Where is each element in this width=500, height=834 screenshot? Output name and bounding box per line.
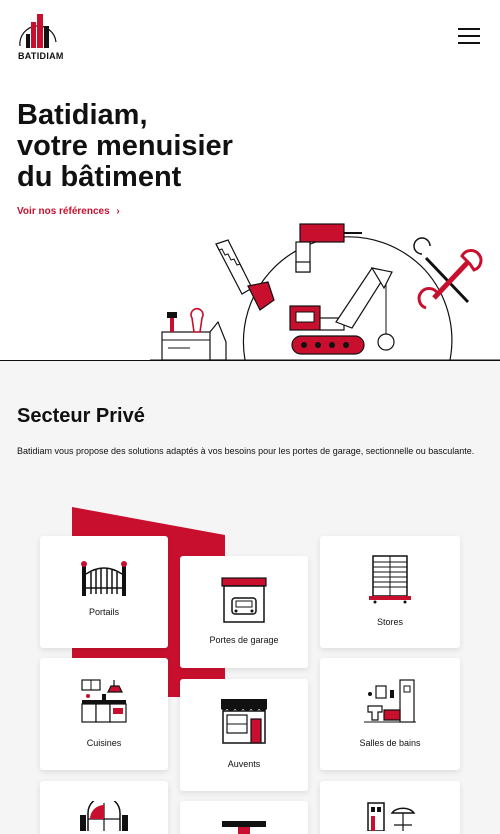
- card-label: Stores: [376, 617, 403, 627]
- awning-icon: [219, 697, 269, 745]
- blinds-icon: [369, 554, 411, 604]
- menu-burger-icon[interactable]: [458, 28, 480, 44]
- card-portails[interactable]: [40, 536, 168, 648]
- section-title: Secteur Privé: [17, 405, 145, 427]
- card-portes-de-garage[interactable]: [180, 556, 308, 668]
- references-link-label: Voir nos références: [17, 206, 110, 217]
- logo-text: BATIDIAM: [18, 51, 64, 61]
- card-row3-middle[interactable]: [180, 801, 308, 834]
- private-sector-section: [0, 361, 500, 834]
- card-label: Portails: [88, 607, 119, 617]
- card-auvents[interactable]: [180, 679, 308, 791]
- tools-illustration: [150, 210, 500, 362]
- card-row3-left[interactable]: [40, 781, 168, 834]
- saw-icon: [216, 240, 274, 310]
- terrace-icon: [364, 801, 416, 831]
- card-label: Salles de bains: [359, 738, 421, 748]
- wrench-screwdriver-icon: [414, 238, 481, 308]
- card-stores[interactable]: [320, 536, 460, 648]
- drill-icon: [296, 224, 362, 272]
- card-label: Portes de garage: [209, 635, 279, 645]
- toolbox-icon: [162, 309, 226, 360]
- card-cuisines[interactable]: [40, 658, 168, 770]
- crane-icon: [290, 268, 394, 354]
- site-header: [0, 0, 500, 70]
- card-label: Auvents: [227, 759, 261, 769]
- card-label: Cuisines: [86, 738, 122, 748]
- hero-title: [17, 100, 317, 193]
- hero-title-line-3: du bâtiment: [17, 161, 182, 193]
- kitchen-icon: [80, 678, 128, 724]
- chevron-right-icon: ›: [116, 206, 120, 217]
- garage-door-icon: [220, 576, 268, 624]
- card-salles-de-bains[interactable]: [320, 658, 460, 770]
- hero-title-line-2: votre menuisier: [17, 130, 233, 162]
- card-row3-right[interactable]: [320, 781, 460, 834]
- references-link[interactable]: [17, 206, 120, 217]
- gate-icon: [80, 558, 128, 598]
- bathroom-icon: [364, 678, 416, 724]
- section-description: Batidiam vous propose des solutions adaptés à vos besoins pour les portes de garage, sectionnelle ou basculante.: [17, 446, 475, 456]
- window-icon: [80, 801, 128, 831]
- door-icon: [220, 819, 268, 834]
- hero-title-line-1: Batidiam,: [17, 99, 148, 131]
